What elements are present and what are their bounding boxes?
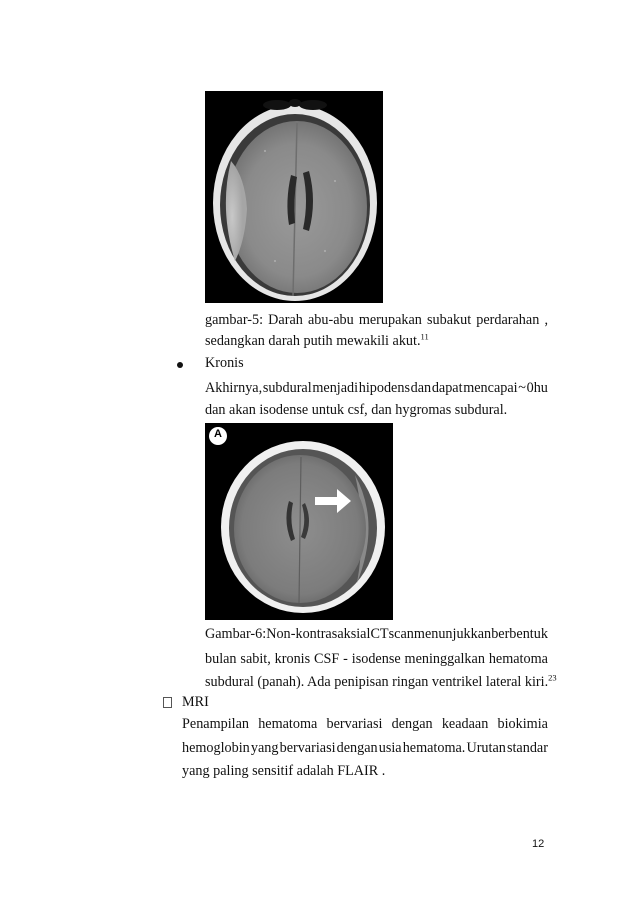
mri-heading: MRI [182,694,209,710]
mri-paragraph-line-2 [182,740,548,757]
caption-word: CT [370,626,389,642]
paragraph-word: keadaan [441,716,489,732]
caption-word: abu-abu [307,312,354,328]
caption-word: scan [388,626,414,642]
paragraph-word: dan [410,380,432,396]
caption-word: Darah [268,312,303,328]
paragraph-word: dengan [391,716,433,732]
paragraph-word: bervariasi [279,740,336,756]
reference-superscript: 23 [548,672,557,683]
figure-6-caption-line-2 [205,651,548,668]
caption-word: perdarahan [476,312,540,328]
paragraph-word: dengan [336,740,378,756]
page-number: 12 [532,838,545,850]
paragraph-word: ~ [518,380,526,396]
paragraph-word: bervariasi [326,716,383,732]
figure-6-caption-line-3 [205,674,557,691]
paragraph-word: mencapai [463,380,518,396]
caption-word: subakut [427,312,472,328]
paragraph-word: hemoglobin [182,740,250,756]
caption-word: meninggalkan [404,651,485,667]
caption-word: gambar-5: [205,312,264,328]
caption-word: hematoma [488,651,548,667]
bullet-kronis-label: Kronis [205,355,244,371]
caption-word: Gambar-6: [205,626,267,642]
mri-paragraph-line-1 [182,716,548,733]
caption-word: berbentuk [491,626,548,642]
kronis-paragraph-line-1 [205,380,548,397]
ct-scan-image-5 [205,91,383,303]
caption-word: kronis [274,651,311,667]
paragraph-word: yang [250,740,279,756]
reference-superscript: 11 [420,331,429,342]
caption-word: bulan [205,651,237,667]
paragraph-word: dapat [431,380,463,396]
paragraph-word: biokimia [497,716,548,732]
figure-5-caption-line-1 [205,312,548,329]
caption-text: sedangkan darah putih mewakili akut. [205,333,421,349]
caption-word: merupakan [358,312,422,328]
paragraph-word: hematoma [258,716,318,732]
bullet-dot-icon [177,362,183,368]
paragraph-word: Penampilan [182,716,249,732]
caption-word: CSF [314,651,340,667]
caption-word: menunjukkan [413,626,492,642]
paragraph-word: Akhirnya, [205,380,263,396]
caption-word: - [290,626,296,642]
ct-scan-figure-6 [205,423,393,620]
paragraph-word: hipodens [358,380,410,396]
ct-scan-image-6 [205,423,393,620]
figure-6-caption-line-1 [205,626,548,643]
caption-word: - [343,651,348,667]
caption-word: aksial [337,626,371,642]
figure-5-caption-line-2 [205,333,429,350]
mri-paragraph-line-3: yang paling sensitif adalah FLAIR . [182,763,386,779]
caption-word: sabit, [240,651,271,667]
caption-word: isodense [351,651,401,667]
kronis-paragraph-line-2: dan akan isodense untuk csf, dan hygromas subdural. [205,402,508,418]
paragraph-word: subdural [262,380,312,396]
ct-scan-figure-5 [205,91,383,303]
paragraph-word: hematoma. [402,740,466,756]
caption-text: subdural (panah). Ada penipisan ringan ventrikel lateral kiri. [205,674,549,690]
paragraph-word: usia [378,740,402,756]
paragraph-word: Urutan [466,740,506,756]
paragraph-word: standar [506,740,548,756]
caption-word: Non [266,626,291,642]
checkbox-bullet-icon [163,697,172,708]
panel-label: A [214,428,222,440]
paragraph-word: 0hu [526,380,548,396]
paragraph-word: menjadi [312,380,359,396]
caption-word: kontras [295,626,338,642]
caption-word: , [544,312,548,328]
